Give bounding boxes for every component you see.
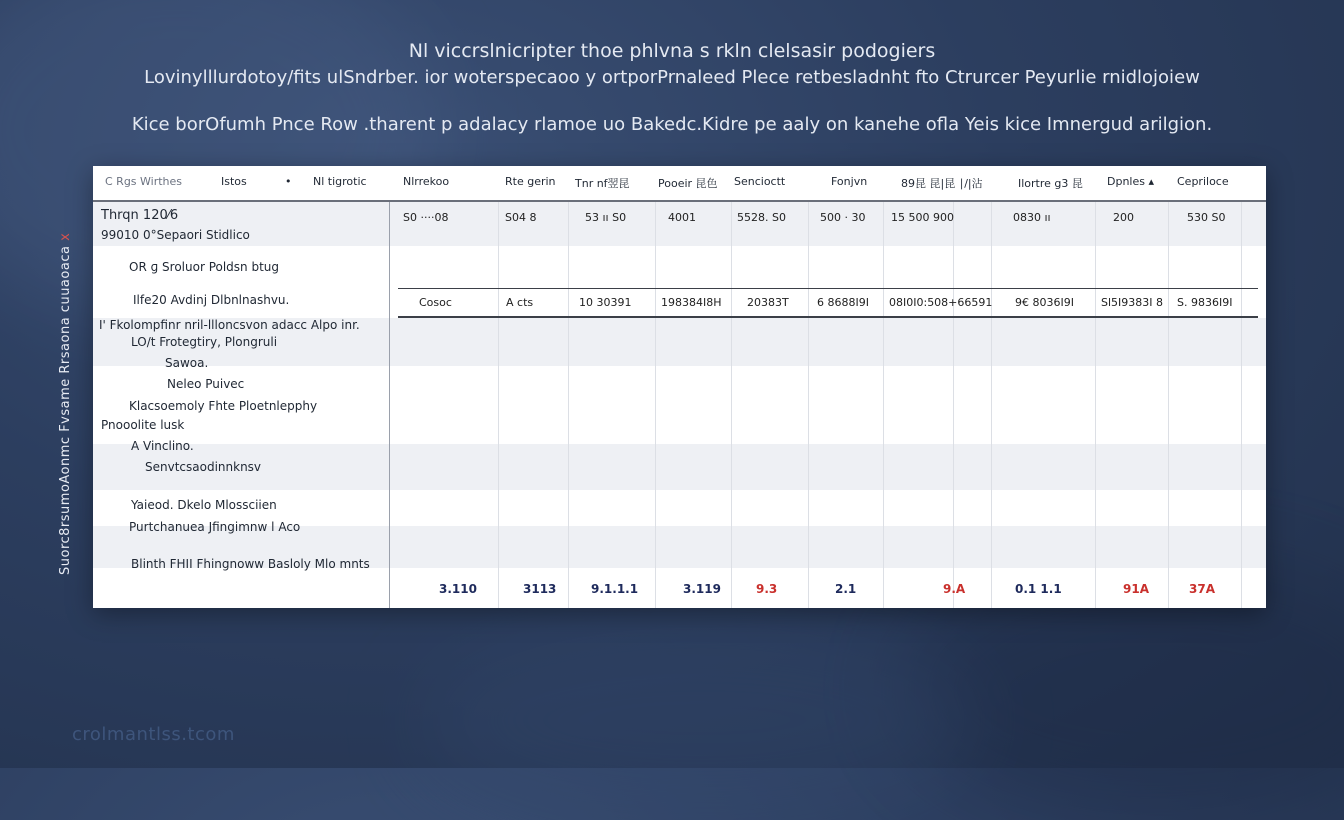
table-cell: 530 S0 xyxy=(1187,211,1226,224)
table-cell: S0 ····08 xyxy=(403,211,449,224)
total-value: 9.A xyxy=(943,582,966,596)
subheader-cell: Sl5I9383I 8 xyxy=(1101,296,1164,309)
grid-line xyxy=(953,200,954,608)
grid-line xyxy=(883,200,884,608)
total-value: 2.1 xyxy=(835,582,857,596)
column-header[interactable]: 89昆 昆|昆 ∣/|沾 xyxy=(901,177,983,190)
total-value: 0.1 1.1 xyxy=(1015,582,1062,596)
list-item: Blinth FHII Fhingnoww Basloly Mlo mnts xyxy=(131,557,370,571)
column-header[interactable]: Cepriloce xyxy=(1177,175,1229,188)
grid-line xyxy=(498,200,499,608)
row-band xyxy=(93,444,1266,490)
total-value: 3.110 xyxy=(439,582,477,596)
table-cell: 500 · 30 xyxy=(820,211,866,224)
list-item: OR ɡ Sroluor Poldsn btug xyxy=(129,260,280,274)
subheader-cell: 10 30391 xyxy=(579,296,632,309)
subheader-cell: S. 9836I9I xyxy=(1177,296,1233,309)
total-value: 9.3 xyxy=(756,582,778,596)
list-item: I' Fkolompfinr nril-llloncsvon adacc Alpo inr. xyxy=(99,318,360,332)
table-cell: S04 8 xyxy=(505,211,537,224)
column-header[interactable]: Ilortre g3 昆 xyxy=(1018,177,1083,190)
subheader-cell: 20383T xyxy=(747,296,789,309)
row-band xyxy=(93,202,1266,246)
table-cell: 4001 xyxy=(668,211,696,224)
subheader-cell: 9€ 8036I9I xyxy=(1015,296,1074,309)
column-header[interactable]: • xyxy=(285,175,292,188)
subheader-top-line xyxy=(398,288,1258,289)
subheader-cell: 198384I8H xyxy=(661,296,722,309)
subheader-cell: 6 8688I9I xyxy=(817,296,869,309)
list-item: A Vinclino. xyxy=(131,439,194,453)
vertical-side-label: Suorc8rsumoAonmc Fvsame Rrsaona cuuaoaca xyxy=(58,245,73,575)
total-value: 9.1.1.1 xyxy=(591,582,639,596)
table-subtitle: 99010 0°Sepaori Stidlico xyxy=(101,228,250,242)
column-header[interactable]: Dpnles ▴ xyxy=(1107,175,1154,188)
total-value: 91A xyxy=(1123,582,1149,596)
subheader-cell: 08I0I0:508+66591 xyxy=(889,296,993,309)
vertical-side-mark: x xyxy=(58,232,73,241)
subheader-bottom-line xyxy=(398,316,1258,318)
column-header[interactable]: Tnr nf翌昆 xyxy=(575,177,630,190)
list-item: Klacsoemoly Fhte Ploetnlepphy xyxy=(129,399,318,413)
background-shape xyxy=(420,620,980,820)
list-item: Ilfe20 Avdinj Dlbnlnashvu. xyxy=(133,293,290,307)
grid-line xyxy=(1241,200,1242,608)
grid-line xyxy=(731,200,732,608)
subheader-cell: A cts xyxy=(506,296,534,309)
grid-line xyxy=(1095,200,1096,608)
column-header[interactable]: Fonjvn xyxy=(831,175,868,188)
grid-line xyxy=(1168,200,1169,608)
heading-line-3: Kice borOfumh Pnce Row .tharent p adalacy rlamoe uo Bakedc.Kidre pe aaly on kanehe ofla Yeis kice Imnergud arilgion. xyxy=(131,114,1213,135)
total-value: 37A xyxy=(1189,582,1215,596)
grid-line xyxy=(568,200,569,608)
list-item: Pnooolite lusk xyxy=(101,418,185,432)
list-item: Sawoa. xyxy=(165,356,209,370)
grid-line xyxy=(808,200,809,608)
table-cell: 0830 ıı xyxy=(1013,211,1051,224)
heading-line-1: Nl viccrslnicripter thoe phlvna s rkln clelsasir podogiers xyxy=(408,40,936,62)
column-header[interactable]: C Rgs Wirthes xyxy=(105,175,183,188)
heading-line-2: Lovinylllurdotoy/fits ulSndrber. ior woterspecaoo y ortporPrnaleed Plece retbesladnht fto Ctrurcer Peyurlie rnidlojoiew xyxy=(144,67,1200,88)
column-header[interactable]: Istos xyxy=(221,175,247,188)
table-cell: 5528. S0 xyxy=(737,211,786,224)
column-header[interactable]: Nl tigrotic xyxy=(313,175,367,188)
list-item: Neleo Puivec xyxy=(167,377,245,391)
subheader-cell: Cosoc xyxy=(419,296,452,309)
grid-line xyxy=(991,200,992,608)
table-title: Thrqn 120⁄6 xyxy=(101,208,179,223)
list-item: Senvtcsaodinnknsv xyxy=(145,460,262,474)
total-value: 3113 xyxy=(523,582,557,596)
total-value: 3.119 xyxy=(683,582,721,596)
table-cell: 53 ıı S0 xyxy=(585,211,627,224)
left-column-divider xyxy=(389,200,390,608)
list-item: Yaieod. Dkelo Mlossciien xyxy=(131,498,277,512)
spreadsheet-panel xyxy=(93,166,1266,608)
list-item: LO/t Frotegtiry, Plongruli xyxy=(131,335,278,349)
grid-line xyxy=(655,200,656,608)
column-header[interactable]: Nlrrekoo xyxy=(403,175,450,188)
table-cell: 200 xyxy=(1113,211,1134,224)
table-cell: 15 500 900 xyxy=(891,211,954,224)
column-header[interactable]: Rte gerin xyxy=(505,175,556,188)
column-header[interactable]: Pooeir 昆色 xyxy=(658,177,718,190)
list-item: Purtchanuea Jfingimnw l Aco xyxy=(129,520,301,534)
column-header[interactable]: Sencioctt xyxy=(734,175,786,188)
vertical-side-text xyxy=(58,180,84,575)
table-header-row xyxy=(93,166,1266,202)
footer-watermark: crolmantlss.tcom xyxy=(72,724,235,745)
